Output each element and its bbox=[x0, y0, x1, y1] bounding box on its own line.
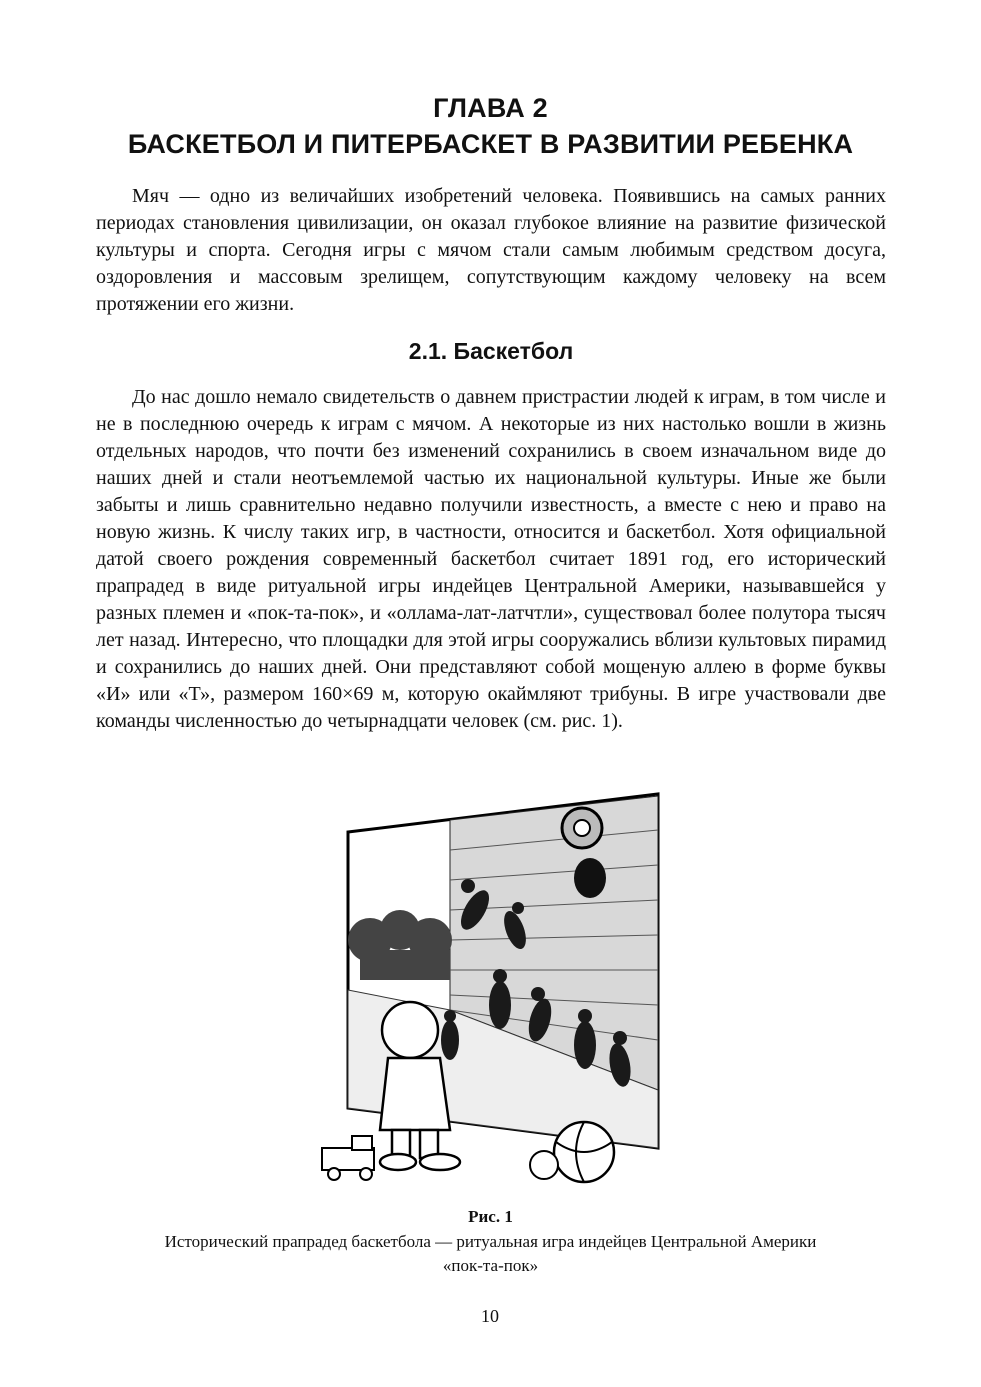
section-heading bbox=[96, 336, 886, 366]
section-title: Баскетбол bbox=[453, 338, 574, 364]
small-ball bbox=[530, 1151, 558, 1179]
ball-game-illustration bbox=[300, 790, 680, 1190]
body-paragraph: До нас дошло немало свидетельств о давнем пристрастии людей к играм, в том числе и не в последнюю очередь к играм с мячом. А некоторые из них настолько вошли в жизнь отдельных народов, что почти без изменений сохранились в своем изначальном виде до наших дней и стали неотъемлемой частью их национальной культуры. Иные же были забыты и лишь сравнительно недавно получили известность, а вместе с нею и право на новую жизнь. К числу таких игр, в частности, относится и баскетбол. Хотя официальной датой своего рождения современный баскетбол считает 1891 год, его исторический прапрадед в виде ритуальной игры индейцев Центральной Америки, называвшейся у разных племен и «пок-та-пок», и «оллама-лат-латчтли», существовал более полутора тысяч лет назад. Интересно, что площадки для этой игры сооружались вблизи культовых пирамид и сохранились до наших дней. Они представляют собой мощеную аллею в форме буквы «И» или «Т», размером 160×69 м, которую окаймляют трибуны. В игре участвовали две команды численностью до четырнадцати человек (см. рис. 1). bbox=[96, 386, 886, 732]
figure-caption bbox=[80, 1230, 901, 1278]
chapter-title: БАСКЕТБОЛ И ПИТЕРБАСКЕТ В РАЗВИТИИ РЕБЕНКА bbox=[127, 129, 854, 159]
figure-label: Рис. 1 bbox=[468, 1207, 513, 1226]
figure-caption-line1: Исторический прапрадед баскетбола — ритуальная игра индейцев Центральной Америки bbox=[164, 1232, 817, 1251]
toy-truck bbox=[322, 1136, 374, 1180]
figure-caption-line2: «пок-та-пок» bbox=[442, 1256, 539, 1275]
figure-illustration bbox=[300, 790, 680, 1190]
section-number: 2.1. bbox=[408, 338, 448, 364]
chapter-number: ГЛАВА 2 bbox=[433, 93, 548, 123]
intro-paragraph: Мяч — одно из величайших изобретений человека. Появившись на самых ранних периодах становления цивилизации, он оказал глубокое влияние на развитие физической культуры и спорта. Сегодня игры с мячом стали самым любимым средством досуга, оздоровления и массовым зрелищем, сопутствующим каждому человеку на всем протяжении его жизни. bbox=[96, 185, 886, 315]
wall-carving bbox=[574, 858, 606, 898]
page-number: 10 bbox=[481, 1306, 499, 1326]
chapter-heading bbox=[60, 90, 921, 162]
trees-background bbox=[348, 910, 452, 980]
